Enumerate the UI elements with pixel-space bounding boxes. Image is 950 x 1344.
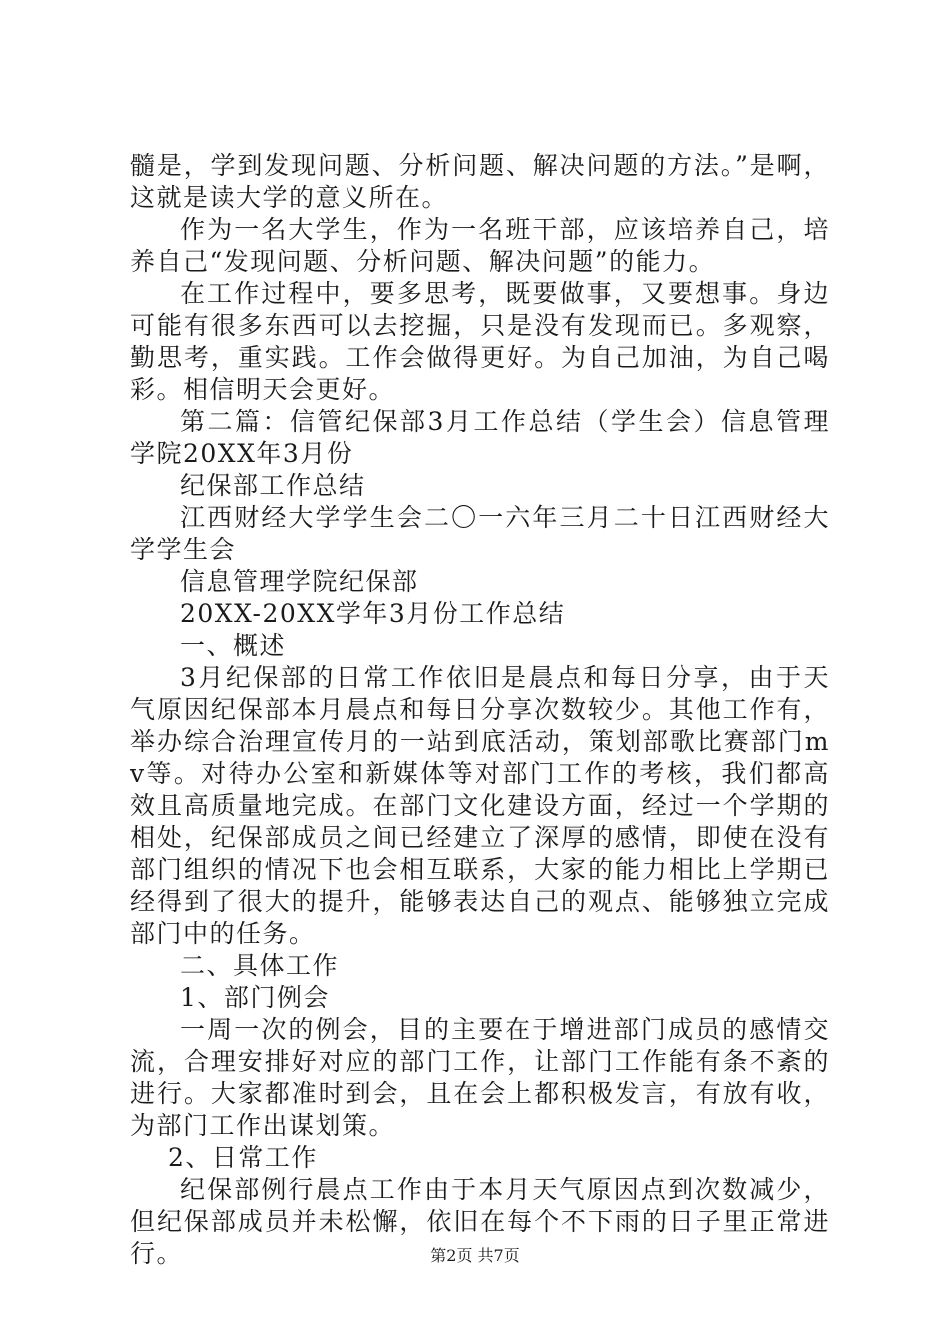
section-heading: 第二篇：信管纪保部3月工作总结（学生会）信息管理学院20XX年3月份 bbox=[130, 407, 830, 468]
page-footer: 第2页 共7页 bbox=[430, 1246, 520, 1265]
paragraph: 髓是，学到发现问题、分析问题、解决问题的方法。”是啊，这就是读大学的意义所在。 bbox=[130, 151, 830, 212]
paragraph: 一周一次的例会，目的主要在于增进部门成员的感情交流，合理安排好对应的部门工作，让部门工作能有条不紊的进行。大家都准时到会，且在会上都积极发言，有放有收，为部门工作出谋划策。 bbox=[130, 1015, 830, 1140]
document-body bbox=[130, 150, 830, 1270]
paragraph: 20XX-20XX学年3月份工作总结 bbox=[180, 599, 566, 628]
paragraph: 信息管理学院纪保部 bbox=[180, 567, 419, 596]
paragraph: 作为一名大学生，作为一名班干部，应该培养自己，培养自己“发现问题、分析问题、解决问题”的能力。 bbox=[130, 215, 830, 276]
paragraph: 2、日常工作 bbox=[168, 1143, 318, 1172]
paragraph: 江西财经大学学生会二〇一六年三月二十日江西财经大学学生会 bbox=[130, 503, 830, 564]
paragraph: 纪保部例行晨点工作由于本月天气原因点到次数减少，但纪保部成员并未松懈，依旧在每个不下雨的日子里正常进行。 bbox=[130, 1175, 830, 1268]
paragraph: 在工作过程中，要多思考，既要做事，又要想事。身边可能有很多东西可以去挖掘，只是没有发现而已。多观察，勤思考，重实践。工作会做得更好。为自己加油，为自己喝彩。相信明天会更好。 bbox=[130, 279, 830, 404]
paragraph: 3月纪保部的日常工作依旧是晨点和每日分享，由于天气原因纪保部本月晨点和每日分享次数较少。其他工作有，举办综合治理宣传月的一站到底活动，策划部歌比赛部门mv等。对待办公室和新媒体等对部门工作的考核，我们都高效且高质量地完成。在部门文化建设方面，经过一个学期的相处，纪保部成员之间已经建立了深厚的感情，即使在没有部门组织的情况下也会相互联系，大家的能力相比上学期已经得到了很大的提升，能够表达自己的观点、能够独立完成部门中的任务。 bbox=[130, 663, 830, 948]
paragraph: 纪保部工作总结 bbox=[180, 471, 366, 500]
paragraph: 1、部门例会 bbox=[180, 983, 330, 1012]
paragraph: 二、具体工作 bbox=[180, 951, 340, 980]
paragraph: 一、概述 bbox=[180, 631, 287, 660]
